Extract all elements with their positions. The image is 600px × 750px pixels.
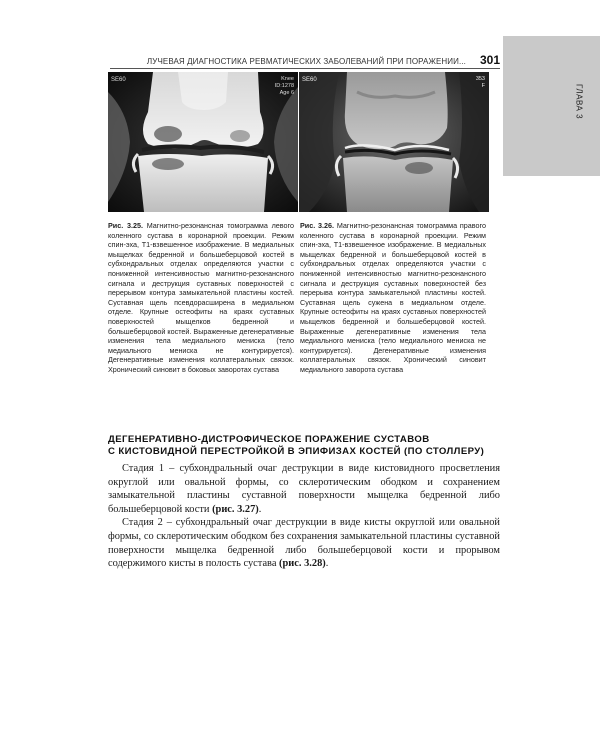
caption-text: Магнитно-резонансная томограмма правого коленного сустава в коронарной проекции. Режим спин-эха, Т1-взвешенное изображение. В медиальных мыщелках бедренной и большеберцовой костей в субхондральных отделах определяются участки с пониженной интенсивностью магнитно-резонансного сигнала и деструкция суставных поверхностей без перерыва контура замыкательной пластины костей. Суставная щель сужена в медиальном отделе. Крупные остеофиты на краях суставных поверхностей мыщелков бедренной и большеберцовой костей. Выраженные дегенеративные изменения тела медиального мениска (тело медиального мениска не контурируется). Дегенеративные изменения коллатеральных связок. Хронический синовит медиального заворота сустава	[300, 221, 486, 374]
paragraph-end: .	[325, 558, 329, 570]
mri-overlay-right-1: Knee	[281, 76, 294, 82]
chapter-tab-label	[572, 36, 586, 176]
body-text	[108, 462, 500, 571]
figure-reference: (рис. 3.27)	[212, 503, 259, 515]
figure-3-25-mri-image	[108, 72, 298, 212]
caption-label: Рис. 3.26.	[300, 221, 335, 230]
figure-3-26-caption	[300, 221, 486, 375]
mri-left-knee-image	[108, 72, 298, 212]
caption-text: Магнитно-резонансная томограмма левого коленного сустава в коронарной проекции. Режим спин-эха, Т1-взвешенное изображение. В медиальных мыщелках бедренной и большеберцовой костей в субхондральных отделах определяются участки с пониженной интенсивностью магнитно-резонансного сигнала и деструкция суставных поверхностей с перерывом контура замыкательной пластины костей. Суставная щель псевдорасширена в медиальном отделе. Крупные остеофиты на краях суставных поверхностей мыщелков бедренной и большеберцовой костей. Выраженные дегенеративные изменения тела медиального мениска (тело медиального мениска не контурируется). Дегенеративные изменения коллатеральных связок. Хронический синовит в боковых заворотах сустава	[108, 221, 294, 374]
mri-overlay-right-2: F	[481, 83, 485, 89]
chapter-tab-text: ГЛАВА 3	[574, 84, 584, 120]
page-number: 301	[479, 53, 500, 67]
mri-overlay-right-1: 353	[475, 76, 485, 82]
mri-overlay-left: SE60	[111, 77, 126, 83]
chapter-side-tab	[503, 36, 600, 176]
section-heading-line-2: С КИСТОВИДНОЙ ПЕРЕСТРОЙКОЙ В ЭПИФИЗАХ КОСТЕЙ (ПО СТОЛЛЕРУ)	[108, 446, 485, 457]
mri-overlay-right-3: Age 6	[279, 90, 294, 96]
paragraph-stage-1	[108, 462, 500, 516]
paragraph-text: Стадия 2 – субхондральный очаг деструкции в виде кисты округлой или овальной формы, со склеротическим ободком без сохранения замыкательной пластины суставной поверхности мыщелка бедренной либо большеберцовой кости и прорывом содержимого кисты в полость сустава	[108, 517, 500, 570]
figure-3-26-mri-image	[299, 72, 489, 212]
paragraph-end: .	[258, 503, 262, 515]
caption-label: Рис. 3.25.	[108, 221, 143, 230]
paragraph-stage-2	[108, 516, 500, 570]
running-head-title: ЛУЧЕВАЯ ДИАГНОСТИКА РЕВМАТИЧЕСКИХ ЗАБОЛЕВАНИЙ ПРИ ПОРАЖЕНИИ...	[146, 57, 466, 66]
figure-reference: (рис. 3.28)	[279, 558, 326, 570]
section-heading	[108, 434, 500, 458]
mri-overlay-left: SE60	[302, 77, 317, 83]
section-heading-line-1: ДЕГЕНЕРАТИВНО-ДИСТРОФИЧЕСКОЕ ПОРАЖЕНИЕ СУСТАВОВ	[108, 434, 430, 445]
mri-right-knee-image	[299, 72, 489, 212]
figure-3-25-caption	[108, 221, 294, 375]
running-head	[110, 52, 500, 69]
paragraph-text: Стадия 1 – субхондральный очаг деструкции в виде кистовидного просветления округлой или овальной формы, со склеротическим ободком и сохранением замыкательной пластины суставной поверхности мыщелка бедренной либо большеберцовой кости	[108, 463, 500, 515]
mri-overlay-right-2: ID:1278	[274, 83, 294, 89]
